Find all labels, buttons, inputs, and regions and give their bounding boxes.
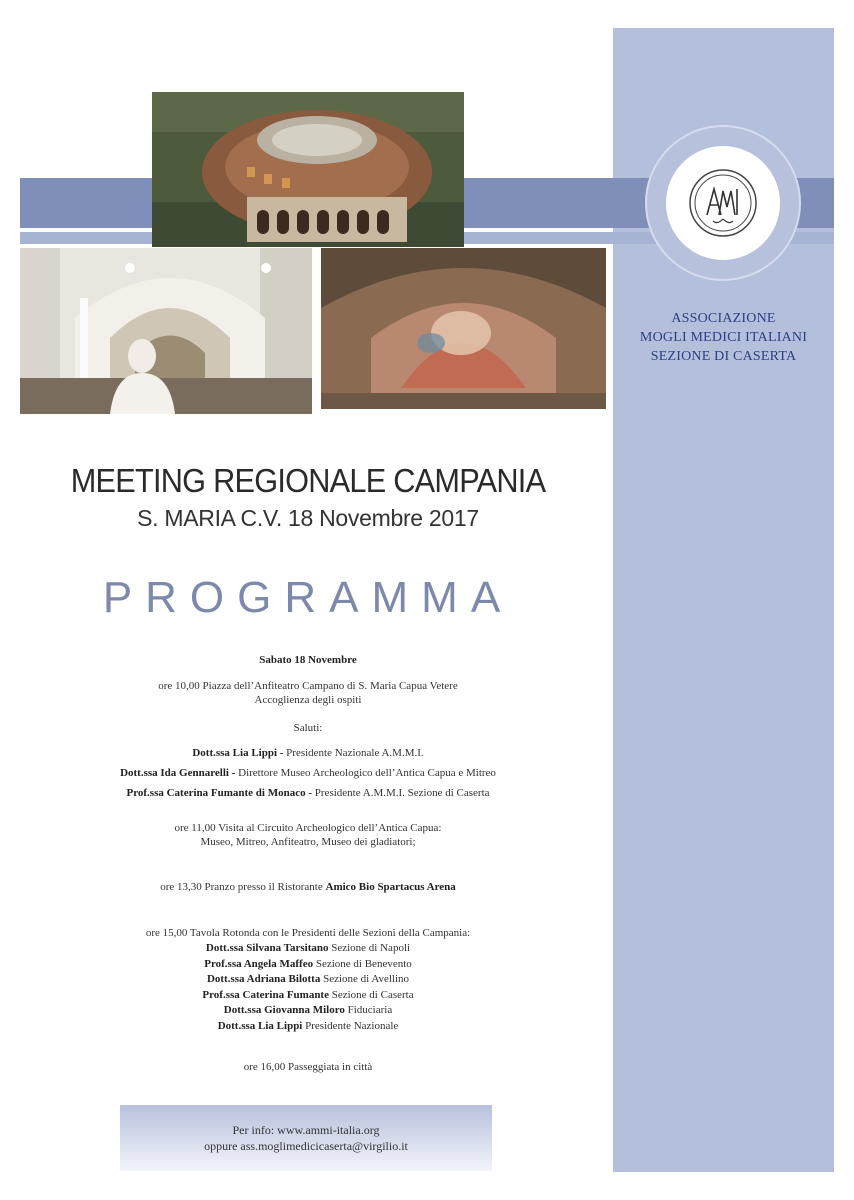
speaker-line: Prof.ssa Caterina Fumante di Monaco - Presidente A.M.M.I. Sezione di Caserta (126, 787, 490, 799)
info-website[interactable]: Per info: www.ammi-italia.org (232, 1123, 380, 1137)
president-line: Dott.ssa Lia Lippi Presidente Nazionale (217, 1020, 399, 1032)
roundtable-line: ore 15,00 Tavola Rotonda con le Presidenti delle Sezioni della Campania: (145, 927, 471, 939)
president-line: Prof.ssa Caterina Fumante Sezione di Caserta (202, 989, 414, 1001)
association-line-2: MOGLI MEDICI ITALIANI (639, 330, 808, 345)
ammi-logo-icon (687, 167, 759, 239)
visit-time-line: ore 11,00 Visita al Circuito Archeologico dell’Antica Capua: (174, 822, 442, 834)
programma-heading: PROGRAMMA (102, 573, 514, 622)
saluti-label: Saluti: (293, 722, 323, 734)
association-line-3: SEZIONE DI CASERTA (650, 349, 797, 364)
welcome-time-line: ore 10,00 Piazza dell’Anfiteatro Campano di S. Maria Capua Vetere (158, 680, 458, 692)
lunch-line: ore 13,30 Pranzo presso il Ristorante Amico Bio Spartacus Arena (160, 881, 456, 893)
fresco-photo (321, 248, 606, 409)
president-line: Dott.ssa Silvana Tarsitano Sezione di Napoli (205, 942, 411, 954)
info-email[interactable]: oppure ass.moglimedicicaserta@virgilio.it (204, 1139, 408, 1153)
president-line: Dott.ssa Adriana Bilotta Sezione di Avellino (206, 973, 410, 985)
amphitheater-photo (152, 92, 464, 247)
visit-line: Museo, Mitreo, Anfiteatro, Museo dei gladiatori; (200, 836, 416, 848)
president-line: Prof.ssa Angela Maffeo Sezione di Benevento (204, 958, 412, 970)
welcome-line: Accoglienza degli ospiti (254, 694, 362, 706)
association-line-1: ASSOCIAZIONE (671, 311, 776, 326)
president-line: Dott.ssa Giovanna Miloro Fiduciaria (223, 1004, 393, 1016)
program-date: Sabato 18 Novembre (259, 654, 357, 666)
speaker-line: Dott.ssa Ida Gennarelli - Direttore Museo Archeologico dell’Antica Capua e Mitreo (120, 767, 496, 779)
speaker-line: Dott.ssa Lia Lippi - Presidente Nazionale A.M.M.I. (192, 747, 424, 759)
info-box (120, 1105, 492, 1171)
page-subtitle: S. MARIA C.V. 18 Novembre 2017 (137, 505, 479, 531)
walk-line: ore 16,00 Passeggiata in città (243, 1061, 373, 1073)
page-title: MEETING REGIONALE CAMPANIA (70, 462, 546, 499)
museum-interior-photo (20, 248, 312, 414)
